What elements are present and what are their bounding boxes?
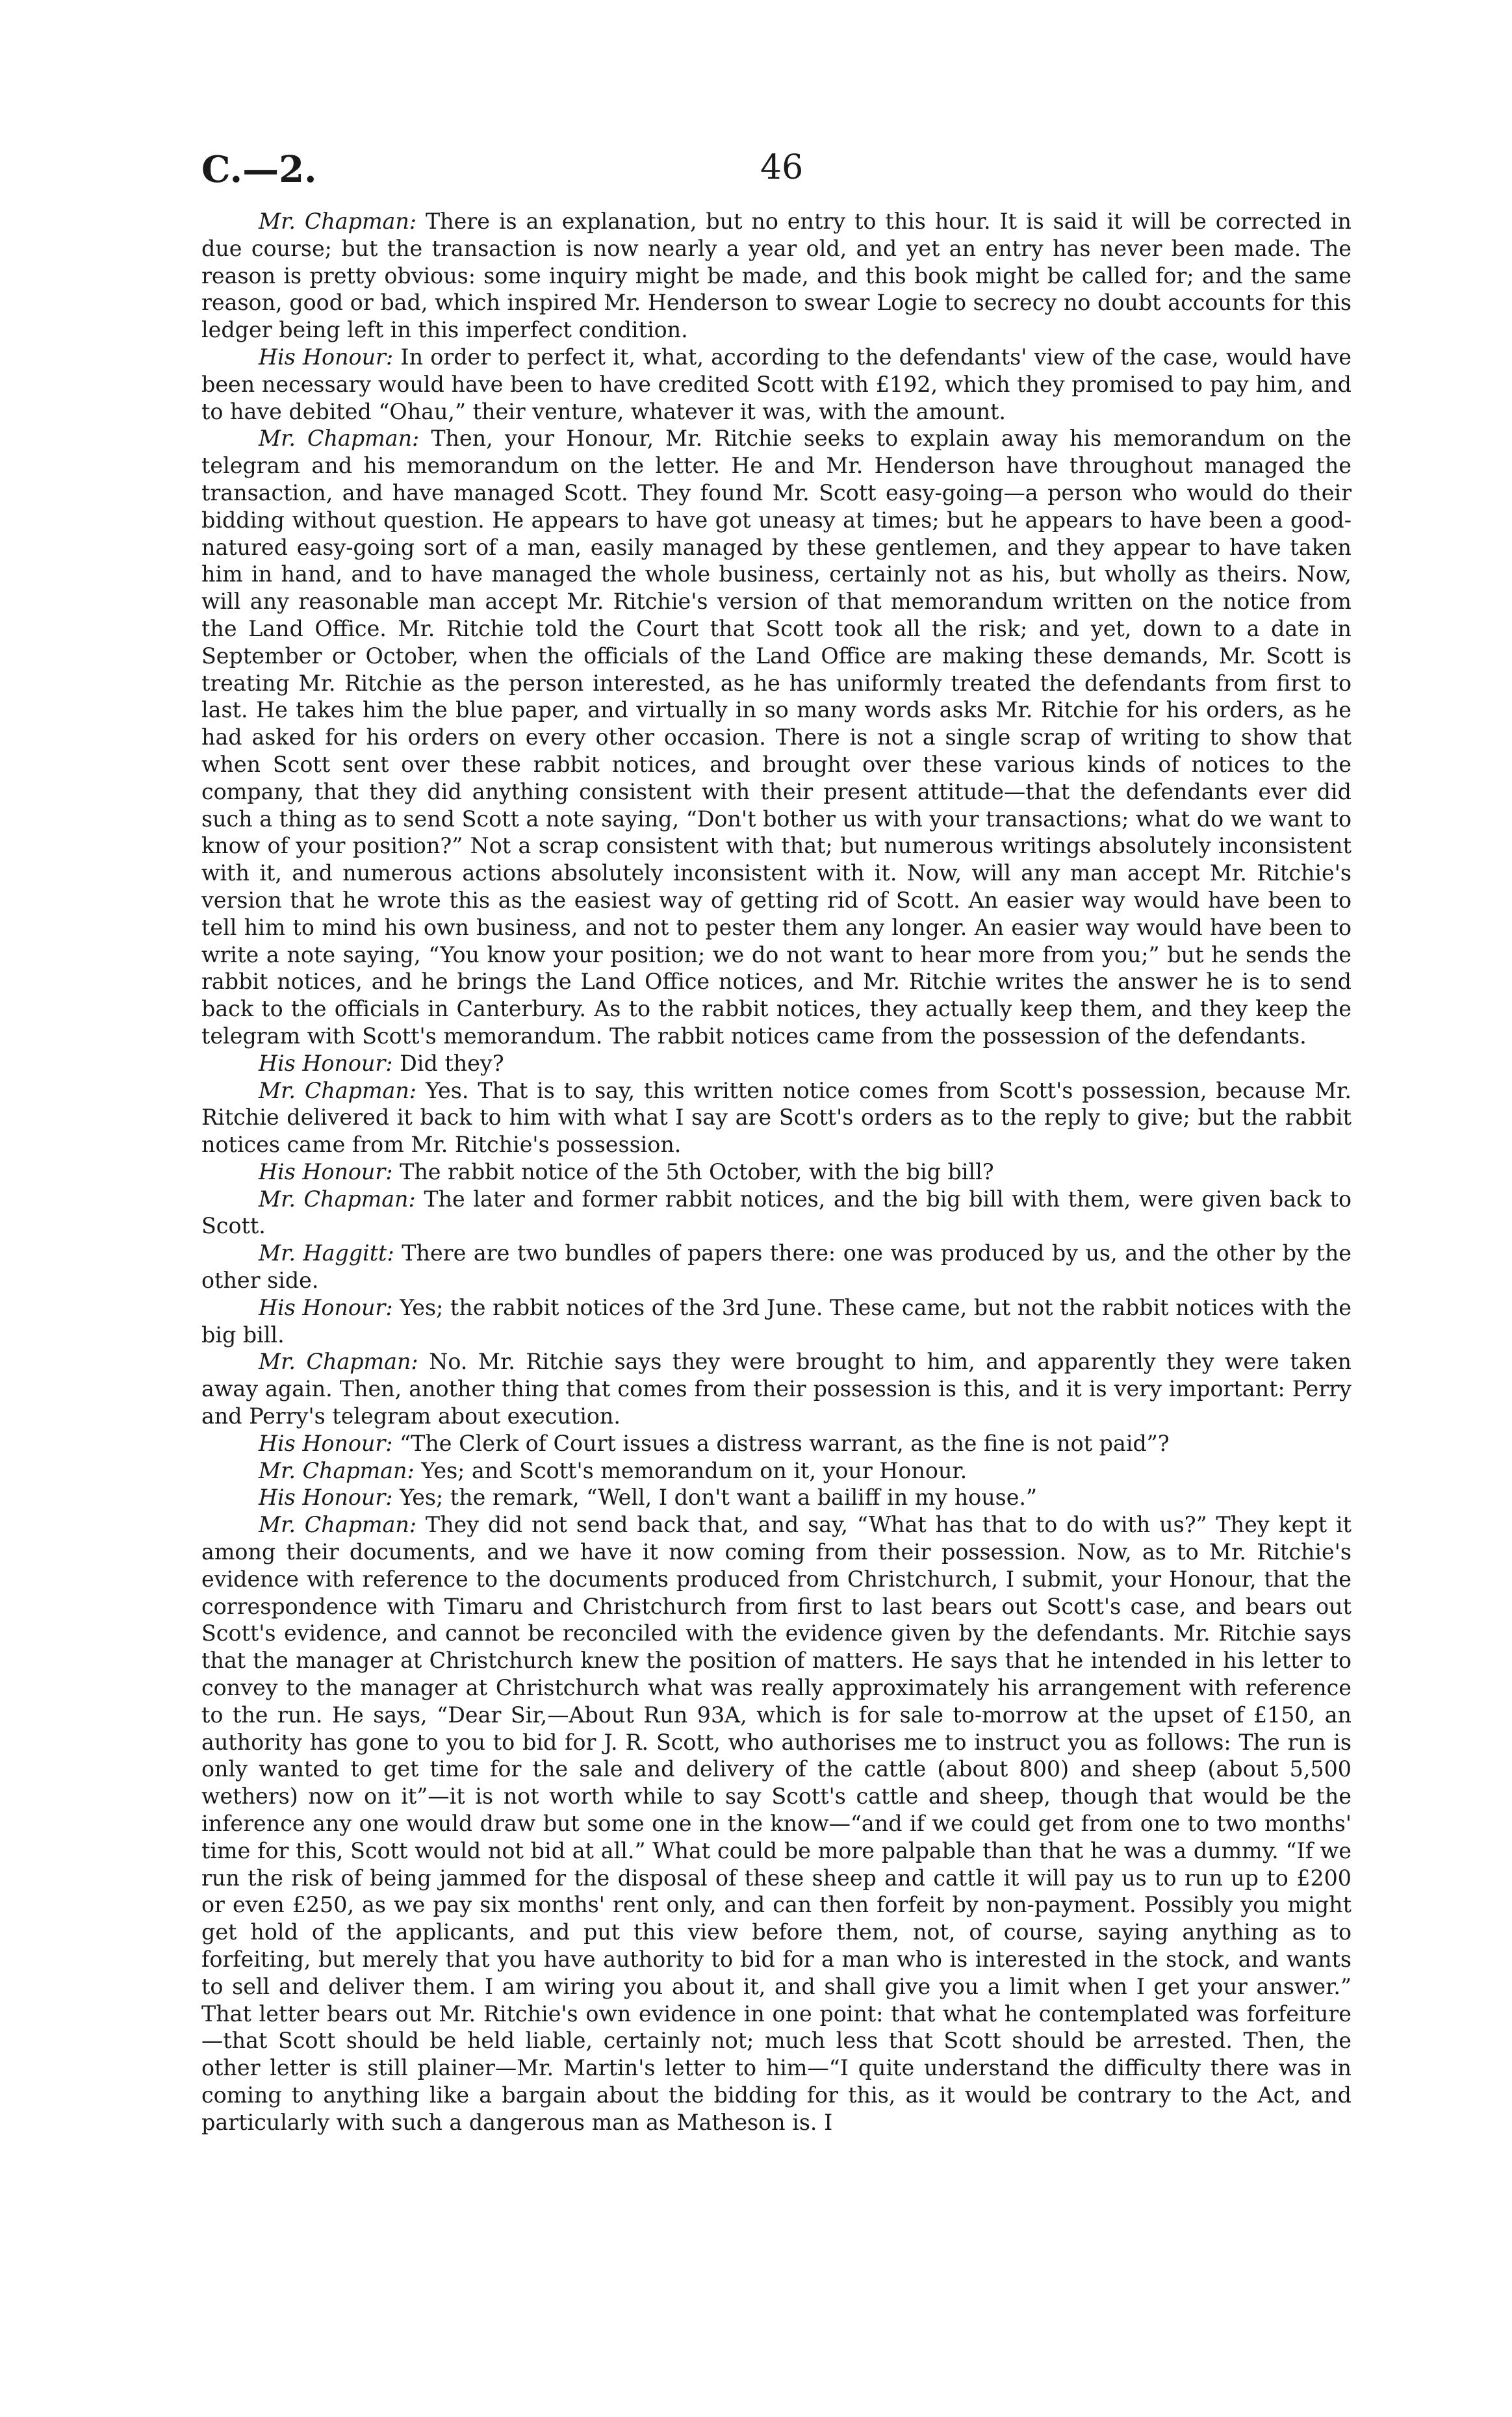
transcript-paragraph (201, 1240, 1352, 1294)
speaker-name: Mr. Chapman: (259, 209, 417, 234)
paragraph-text: There is an explanation, but no entry to this hour. It is said it will be corrected in due course; but the transaction is now nearly a year old, and yet an entry has never been made. The reason is pretty obvious: some inquiry might be made, and this book might be called for; and the same reason, good or bad, which inspired Mr. Henderson to swear Logie to secrecy no doubt accounts for this ledger being left in this imperfect condition. (201, 209, 1352, 343)
speaker-name: His Honour: (259, 1430, 393, 1456)
transcript-paragraph (201, 1294, 1352, 1349)
speaker-name: His Honour: (259, 1485, 393, 1511)
speaker-name: Mr. Chapman: (259, 1186, 416, 1212)
speaker-name: His Honour: (259, 1294, 393, 1320)
transcript-paragraph (201, 1186, 1352, 1240)
paragraph-text: Did they? (400, 1050, 504, 1076)
transcript-paragraph (201, 1050, 1352, 1077)
paragraph-text: There are two bundles of papers there: one was produced by us, and the other by the other side. (201, 1240, 1352, 1294)
transcript-paragraph (201, 344, 1352, 425)
speaker-name: Mr. Chapman: (259, 426, 420, 452)
page-header (201, 148, 1332, 207)
speaker-name: Mr. Chapman: (259, 1349, 418, 1375)
speaker-name: Mr. Chapman: (259, 1077, 417, 1103)
speaker-name: His Honour: (259, 1050, 393, 1076)
transcript-body (201, 208, 1352, 2136)
transcript-paragraph (201, 1430, 1352, 1457)
paragraph-text: Yes; the remark, “Well, I don't want a bailiff in my house.” (400, 1485, 1038, 1511)
speaker-name: Mr. Chapman: (259, 1457, 415, 1483)
paragraph-text: Yes; and Scott's memorandum on it, your Honour. (421, 1457, 967, 1483)
transcript-paragraph (201, 1077, 1352, 1158)
paragraph-text: In order to perfect it, what, according to the defendants' view of the case, would have been necessary would have been to have credited Scott with £192, which they promised to pay him, and to have debited “Ohau,” their venture, whatever it was, with the amount. (201, 344, 1352, 424)
paragraph-text: The later and former rabbit notices, and the big bill with them, were given back to Scott. (201, 1186, 1352, 1239)
transcript-paragraph (201, 1484, 1352, 1511)
speaker-name: His Honour: (259, 1158, 393, 1184)
speaker-name: Mr. Chapman: (259, 1512, 416, 1538)
transcript-paragraph (201, 1511, 1352, 2136)
document-reference: C.—2. (201, 148, 317, 191)
paragraph-text: No. Mr. Ritchie says they were brought to him, and apparently they were taken away again. Then, another thing that comes from their possession is this, and it is very important: Perry and Perry's telegram about execution. (201, 1349, 1352, 1429)
paragraph-text: Yes; the rabbit notices of the 3rd June. These came, but not the rabbit notices with the big bill. (201, 1294, 1352, 1348)
paragraph-text: “The Clerk of Court issues a distress warrant, as the fine is not paid”? (400, 1430, 1170, 1456)
paragraph-text: Then, your Honour, Mr. Ritchie seeks to explain away his memorandum on the telegram and his memorandum on the letter. He and Mr. Henderson have throughout managed the transaction, and have managed Scott. They found Mr. Scott easy-going—a person who would do their bidding without question. He appears to have got uneasy at times; but he appears to have been a good-natured easy-going sort of a man, easily managed by these gentlemen, and they appear to have taken him in hand, and to have managed the whole business, certainly not as his, but wholly as theirs. Now, will any reasonable man accept Mr. Ritchie's version of that memorandum written on the notice from the Land Office. Mr. Ritchie told the Court that Scott took all the risk; and yet, down to a date in September or October, when the officials of the Land Office are making these demands, Mr. Scott is treating Mr. Ritchie as the person interested, as he has uniformly treated the defendants from first to last. He takes him the blue paper, and virtually in so many words asks Mr. Ritchie for his orders, as he had asked for his orders on every other occasion. There is not a single scrap of writing to show that when Scott sent over these rabbit notices, and brought over these various kinds of notices to the company, that they did anything consistent with their present attitude—that the defendants ever did such a thing as to send Scott a note saying, “Don't bother us with your transactions; what do we want to know of your position?” Not a scrap consistent with that; but numerous writings absolutely inconsistent with it, and numerous actions absolutely inconsistent with it. Now, will any man accept Mr. Ritchie's version that he wrote this as the easiest way of getting rid of Scott. An easier way would have been to tell him to mind his own business, and not to pester them any longer. An easier way would have been to write a note saying, “You know your position; we do not want to hear more from you;” but he sends the rabbit notices, and he brings the Land Office notices, and Mr. Ritchie writes the answer he is to send back to the officials in Canterbury. As to the rabbit notices, they actually keep them, and they keep the telegram with Scott's memorandum. The rabbit notices came from the possession of the defendants. (201, 426, 1352, 1049)
page-number: 46 (760, 148, 804, 187)
transcript-paragraph (201, 1457, 1352, 1485)
paragraph-text: They did not send back that, and say, “What has that to do with us?” They kept it among their documents, and we have it now coming from their possession. Now, as to Mr. Ritchie's evidence with reference to the documents produced from Christchurch, I submit, your Honour, that the correspondence with Timaru and Christchurch from first to last bears out Scott's case, and bears out Scott's evidence, and cannot be reconciled with the evidence given by the defendants. Mr. Ritchie says that the manager at Christchurch knew the position of matters. He says that he intended in his letter to convey to the manager at Christchurch what was really approximately his arrangement with reference to the run. He says, “Dear Sir,—About Run 93A, which is for sale to-morrow at the upset of £150, an authority has gone to you to bid for J. R. Scott, who authorises me to instruct you as follows: The run is only wanted to get time for the sale and delivery of the cattle (about 800) and sheep (about 5,500 wethers) now on it”—it is not worth while to say Scott's cattle and sheep, though that would be the inference any one would draw but some one in the know—“and if we could get from one to two months' time for this, Scott would not bid at all.” What could be more palpable than that he was a dummy. “If we run the risk of being jammed for the disposal of these sheep and cattle it will pay us to run up to £200 or even £250, as we pay six months' rent only, and can then forfeit by non-payment. Possibly you might get hold of the applicants, and put this view before them, not, of course, saying anything as to forfeiting, but merely that you have authority to bid for a man who is interested in the stock, and wants to sell and deliver them. I am wiring you about it, and shall give you a limit when I get your answer.” That letter bears out Mr. Ritchie's own evidence in one point: that what he contemplated was forfeiture—that Scott should be held liable, certainly not; much less that Scott should be arrested. Then, the other letter is still plainer—Mr. Martin's letter to him—“I quite understand the difficulty there was in coming to anything like a bargain about the bidding for this, as it would be contrary to the Act, and particularly with such a dangerous man as Matheson is. I (201, 1512, 1352, 2135)
transcript-paragraph (201, 1158, 1352, 1186)
speaker-name: Mr. Haggitt: (259, 1240, 394, 1266)
transcript-paragraph (201, 1348, 1352, 1429)
speaker-name: His Honour: (259, 344, 394, 370)
paragraph-text: The rabbit notice of the 5th October, with the big bill? (400, 1158, 994, 1184)
transcript-paragraph (201, 208, 1352, 344)
transcript-paragraph (201, 425, 1352, 1049)
paragraph-text: Yes. That is to say, this written notice comes from Scott's possession, because Mr. Ritchie delivered it back to him with what I say are Scott's orders as to the reply to give; but the rabbit notices came from Mr. Ritchie's possession. (201, 1077, 1352, 1158)
